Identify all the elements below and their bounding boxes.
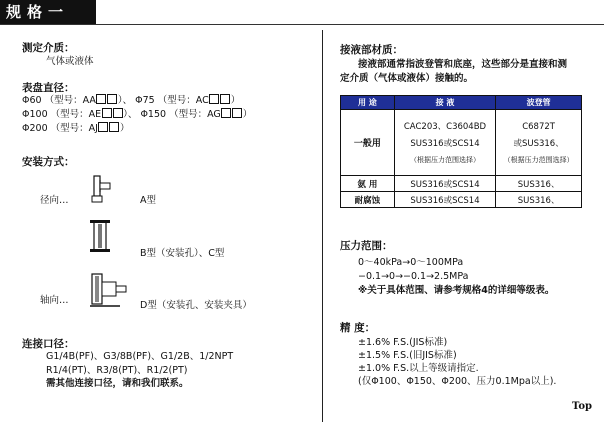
port-title: 连接口径：	[22, 338, 75, 350]
pressure-title: 压力范围：	[340, 240, 393, 252]
table-cell: SUS316或SCS14	[394, 176, 495, 192]
table-cell-use: 一般用	[341, 110, 395, 176]
table-cell-line: SUS316或SCS14	[410, 138, 480, 149]
table-header-row	[341, 96, 582, 110]
mount-type-bc: B型（安装孔）、C型	[140, 248, 225, 259]
wetted-desc-2: 定介质（气体或液体）接触的。	[340, 73, 474, 84]
table-cell: SUS316、	[496, 176, 582, 192]
dial-row-1: Φ60 （型号：AA ）、 Φ75 （型号：AC ）	[22, 95, 241, 106]
table-cell-use: 耐腐蚀	[341, 192, 395, 208]
table-cell-line: C6872T	[522, 121, 555, 132]
accuracy-title: 精 度：	[340, 322, 376, 334]
port-line-1: G1/4B(PF)、G3/8B(PF)、G1/2B、1/2NPT	[46, 351, 234, 362]
mount-title: 安装方式：	[22, 156, 75, 168]
table-cell	[394, 110, 495, 176]
mount-type-a: A型	[140, 195, 156, 206]
table-cell-note: （根据压力范围选择）	[409, 155, 480, 164]
dial-row-2: Φ100 （型号：AE ）、 Φ150 （型号：AG ）	[22, 109, 253, 120]
medium-title: 测定介质：	[22, 42, 75, 54]
table-header: 波登管	[496, 96, 582, 110]
mount-type-d: D型（安装孔、安装夹具）	[140, 300, 252, 311]
medium-value: 气体或液体	[46, 56, 94, 67]
page-title: 规格一	[0, 0, 96, 24]
pressure-note: ※关于具体范围、请参考规格4的详细等级表。	[358, 285, 555, 296]
pressure-line-1: 0～40kPa→0～100MPa	[358, 257, 464, 268]
material-table	[340, 95, 582, 208]
port-line-3: 需其他连接口径，请和我们联系。	[46, 378, 189, 389]
table-cell-note: （根据压力范围选择）	[503, 155, 574, 164]
table-cell	[496, 110, 582, 176]
table-row	[341, 110, 582, 176]
wetted-title: 接液部材质：	[340, 44, 403, 56]
accuracy-line-2: ±1.5% F.S.(旧JIS标准)	[358, 350, 457, 361]
table-header: 用 途	[341, 96, 395, 110]
table-header: 接 液	[394, 96, 495, 110]
mount-radial-label: 径向…	[40, 195, 69, 206]
pressure-line-2: −0.1→0→−0.1→2.5MPa	[358, 271, 469, 282]
accuracy-line-4: (仅Φ100、Φ150、Φ200、压力0.1Mpa以上).	[358, 376, 557, 387]
accuracy-line-3: ±1.0% F.S.以上等级请指定.	[358, 363, 479, 374]
dial-row-3: Φ200 （型号：AJ ）	[22, 123, 130, 134]
table-cell: SUS316、	[496, 192, 582, 208]
mount-axial-label: 轴向…	[40, 295, 69, 306]
table-cell-line: 或SUS316、	[513, 138, 564, 149]
gauge-d-icon	[86, 272, 130, 312]
table-cell-line: CAC203、C3604BD	[403, 121, 487, 132]
gauge-b-icon	[86, 218, 126, 258]
gauge-a-icon	[86, 174, 126, 204]
table-row	[341, 176, 582, 192]
top-link[interactable]: Top	[572, 401, 592, 412]
port-line-2: R1/4(PT)、R3/8(PT)、R1/2(PT)	[46, 365, 188, 376]
header-rule	[0, 24, 604, 25]
table-cell: SUS316或SCS14	[394, 192, 495, 208]
table-cell-use: 氨 用	[341, 176, 395, 192]
wetted-desc-1: 接液部通常指波登管和底座，这些部分是直接和测	[358, 59, 568, 70]
table-row	[341, 192, 582, 208]
column-divider	[322, 30, 323, 422]
dial-title: 表盘直径：	[22, 82, 75, 94]
accuracy-line-1: ±1.6% F.S.(JIS标准)	[358, 337, 448, 348]
